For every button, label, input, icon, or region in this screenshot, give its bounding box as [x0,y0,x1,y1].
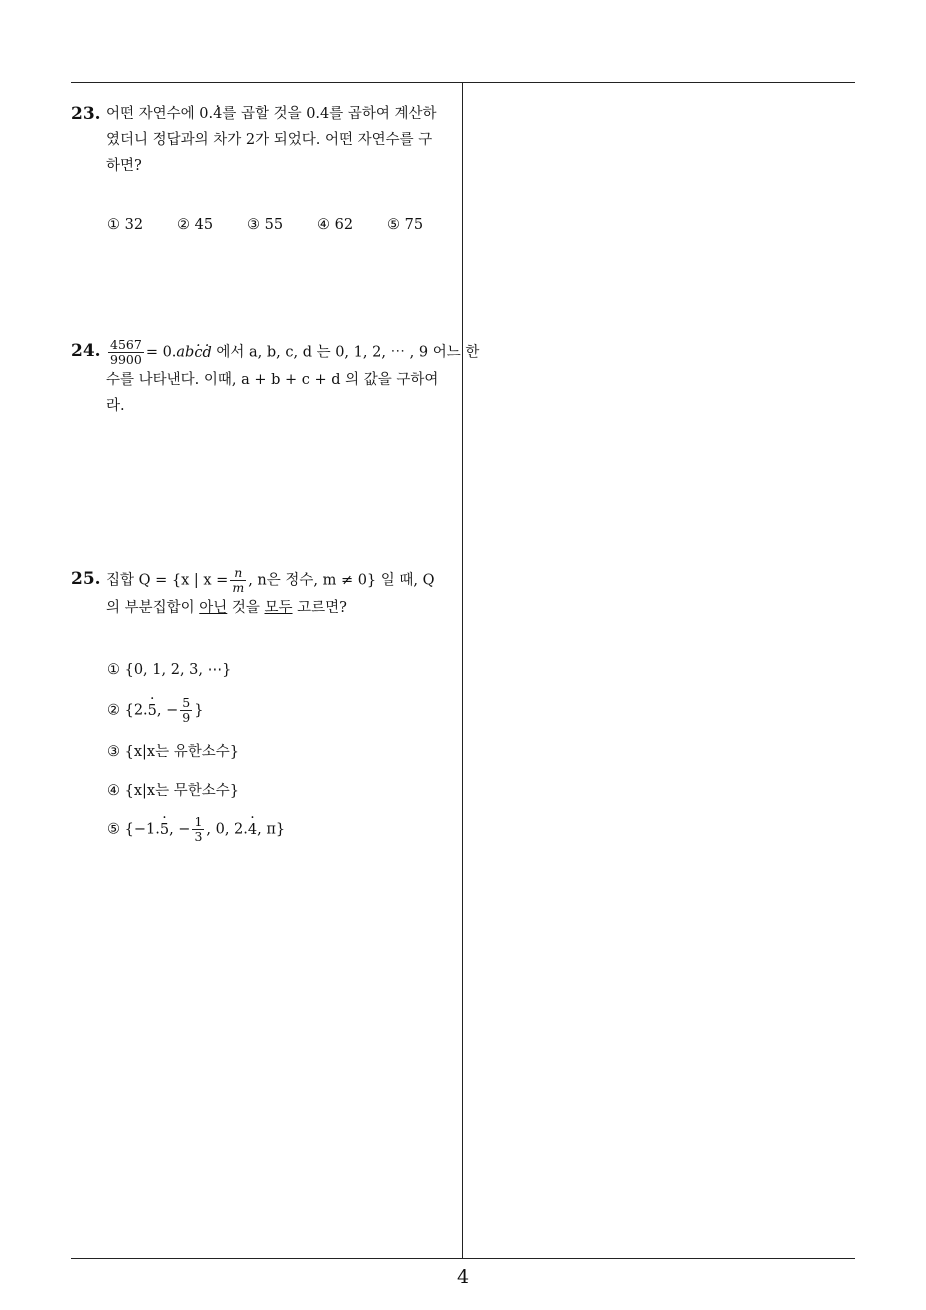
question-24 [71,337,480,419]
question-25 [71,566,457,621]
bottom-rule [71,1258,855,1259]
column-divider [462,83,463,1258]
choice-1[interactable]: ① {0, 1, 2, 3, ⋯} [107,662,232,678]
choice-5[interactable]: ⑤ {−1.5 ·, − $\frac{1}{3}$ , 0, 2.4 ·, π} [107,815,285,844]
top-rule [71,82,855,83]
q25-line1: 집합 Q = {x | x = $\frac{n}{m}$ , n은 정수, m ≠ 0} 일 때, Q [106,565,435,595]
q23-line3: 하면? [106,158,142,174]
choice-3[interactable]: ③ 55 [247,217,284,233]
repeating-digit: 4 · [213,106,222,122]
question-23 [71,101,457,233]
choice-2[interactable]: ② {2.5 ·, − $\frac{5}{9}$ } [107,696,203,725]
choice-3[interactable]: ③ {x|x는 유한소수} [107,744,239,760]
fraction: $\frac{1}{3}$ [194,814,203,844]
question-number: 24. [71,341,101,361]
answer-choices [107,212,457,238]
q23-line1: 어떤 자연수에 0.4 ·를 곱할 것을 0.4를 곱하여 계산하 [106,101,457,127]
question-number: 23. [71,104,101,124]
choice-2[interactable]: ② 45 [177,217,214,233]
question-text [106,101,457,179]
choice-4[interactable]: ④ 62 [317,217,354,233]
underlined-word: 아닌 [199,600,228,616]
fraction: $\frac{n}{m}$ [232,565,245,595]
page-number: 4 [456,1266,470,1288]
fraction: $\frac{4567}{9900}$ [110,337,142,367]
choice-5[interactable]: ⑤ 75 [387,217,424,233]
question-number: 25. [71,569,101,589]
question-text [106,566,457,621]
q25-line2: 의 부분집합이 아닌 것을 모두 고르면? [106,600,347,616]
q24-line2: 수를 나타낸다. 이때, a + b + c + d 의 값을 구하여라. [106,372,439,414]
choice-4[interactable]: ④ {x|x는 무한소수} [107,783,239,799]
choice-1[interactable]: ① 32 [107,217,144,233]
fraction: $\frac{5}{9}$ [182,695,191,725]
underlined-word: 모두 [264,600,293,616]
q24-line1: $\frac{4567}{9900}$ = 0.abc ·d · 에서 a, b, c, d 는 0, 1, 2, ⋯ , 9 어느 한 [106,338,457,367]
q23-line2: 였더니 정답과의 차가 2가 되었다. 어떤 자연수를 구 [106,132,433,148]
question-text [106,337,480,419]
